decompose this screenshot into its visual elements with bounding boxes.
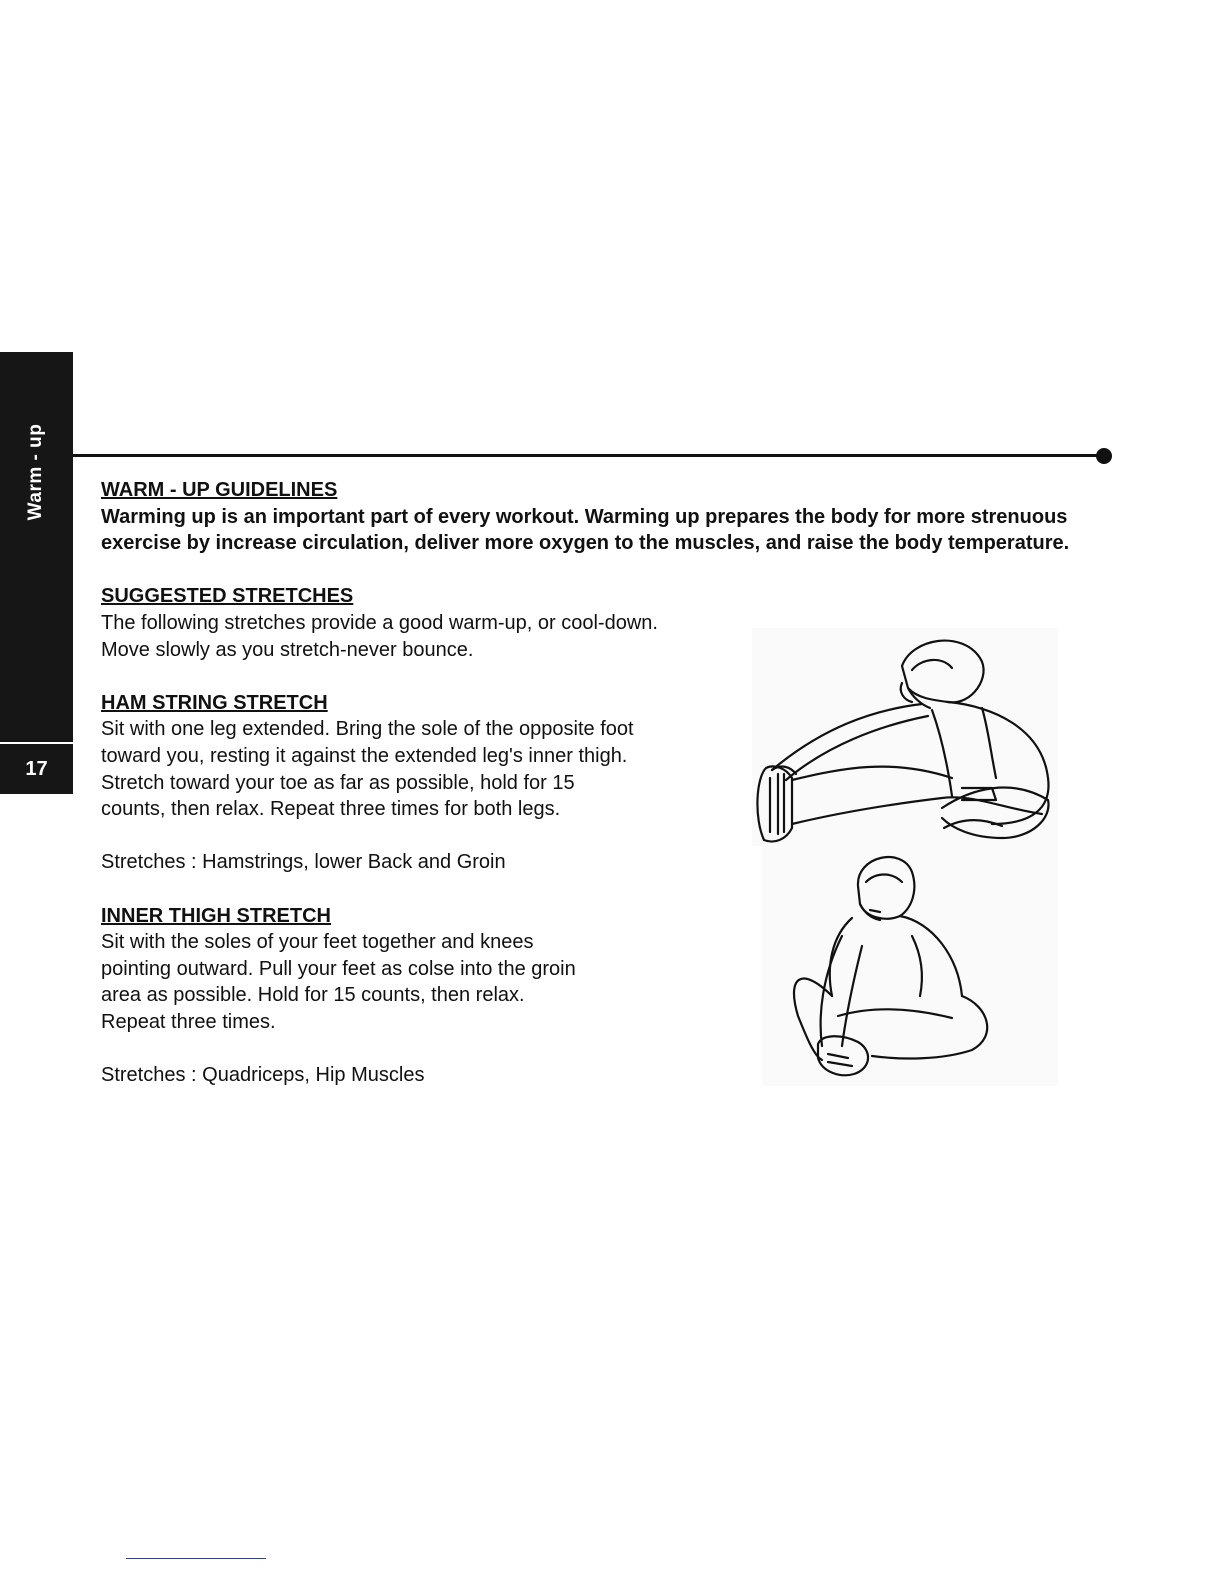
section-tab-label: Warm - up (25, 423, 46, 521)
suggested-heading: SUGGESTED STRETCHES (101, 585, 354, 608)
page-number: 17 (0, 744, 73, 794)
inner-thigh-stretch-illustration (762, 846, 1058, 1086)
footer-link-line (126, 1558, 266, 1559)
inner-thigh-line: Sit with the soles of your feet together and knees (101, 931, 534, 954)
warmup-intro: Warming up is an important part of every workout. Warming up prepares the body for more strenuous exercise by increase circulation, deliver more oxygen to the muscles, and raise the body temperature. (101, 505, 1070, 555)
inner-thigh-stretches: Stretches : Quadriceps, Hip Muscles (101, 1064, 425, 1087)
inner-thigh-line: Repeat three times. (101, 1010, 276, 1033)
header-rule (73, 454, 1103, 457)
warmup-heading: WARM - UP GUIDELINES (101, 479, 338, 501)
hamstring-line: Sit with one leg extended. Bring the sole of the opposite foot (101, 718, 634, 741)
inner-thigh-line: area as possible. Hold for 15 counts, then relax. (101, 984, 525, 1007)
hamstring-heading: HAM STRING STRETCH (101, 691, 328, 714)
side-tab (0, 352, 73, 742)
suggested-line: The following stretches provide a good warm-up, or cool-down. (101, 611, 658, 634)
hamstring-line: Stretch toward your toe as far as possible, hold for 15 (101, 771, 575, 794)
hamstring-stretch-illustration (752, 628, 1058, 846)
inner-thigh-line: pointing outward. Pull your feet as colse into the groin (101, 957, 576, 980)
suggested-line: Move slowly as you stretch-never bounce. (101, 638, 474, 661)
hamstring-line: toward you, resting it against the extended leg's inner thigh. (101, 744, 628, 767)
hamstring-line: counts, then relax. Repeat three times for both legs. (101, 798, 561, 821)
inner-thigh-heading: INNER THIGH STRETCH (101, 904, 331, 927)
hamstring-stretches: Stretches : Hamstrings, lower Back and Groin (101, 851, 506, 874)
header-rule-dot (1096, 448, 1112, 464)
